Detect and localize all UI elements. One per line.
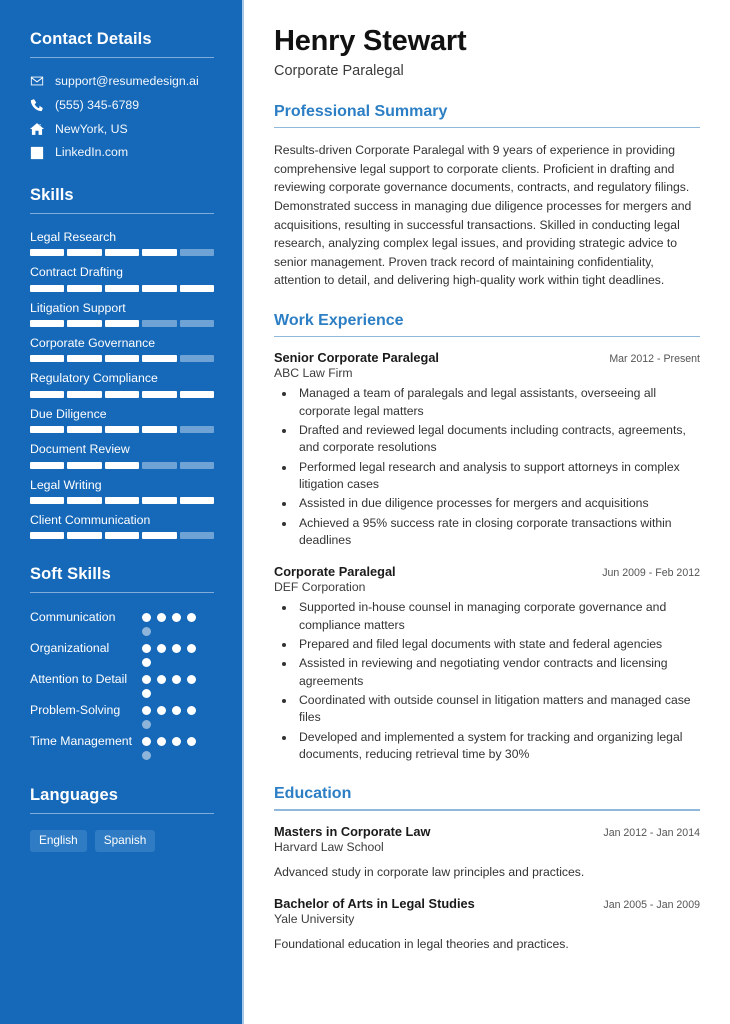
skill-bar-segment (142, 532, 176, 539)
job-bullet: • Developed and implemented a system for tracking and organizing legal documents, reducing retrieval time by 30% (296, 729, 700, 764)
rating-dot (157, 644, 166, 653)
work-experience-list (274, 350, 700, 763)
candidate-name: Henry Stewart (274, 25, 467, 57)
skill-bar-segment (30, 249, 64, 256)
rating-dot (142, 675, 151, 684)
skill-bar-segment (105, 391, 139, 398)
skill-name: Corporate Governance (30, 336, 156, 351)
skill-bar-segment (105, 532, 139, 539)
sidebar (0, 0, 244, 1024)
job-bullet: • Drafted and reviewed legal documents including contracts, agreements, and corporate resolutions (296, 422, 700, 457)
work-experience-entry (274, 564, 700, 763)
skill-bar-segment (67, 497, 101, 504)
job-bullet: • Managed a team of paralegals and legal assistants, overseeing all corporate legal matters (296, 385, 700, 420)
skill-bar-segment (30, 462, 64, 469)
rating-dot (142, 737, 151, 746)
linkedin-icon (30, 146, 44, 160)
languages-heading: Languages (30, 786, 119, 805)
skill-bar-segment (180, 532, 214, 539)
institution-name: Harvard Law School (274, 839, 384, 854)
skill-bar-segment (67, 285, 101, 292)
job-bullet: • Assisted in due diligence processes for mergers and acquisitions (296, 495, 700, 512)
phone-icon (30, 98, 44, 112)
contact-item[interactable] (30, 74, 214, 89)
education-description: Advanced study in corporate law principles and practices. (274, 864, 585, 879)
rating-dot (157, 613, 166, 622)
employer-name: ABC Law Firm (274, 366, 353, 381)
rating-dot (172, 675, 181, 684)
education-description: Foundational education in legal theories and practices. (274, 936, 569, 951)
education-entry (274, 824, 700, 881)
skill-item (30, 513, 214, 539)
rating-dot (187, 737, 196, 746)
job-date-range: Mar 2012 - Present (609, 353, 700, 366)
rating-dot (157, 706, 166, 715)
institution-name: Yale University (274, 911, 355, 926)
soft-skill-rating (142, 640, 206, 667)
skill-item (30, 407, 214, 433)
rating-dot (172, 706, 181, 715)
skill-bar-segment (67, 391, 101, 398)
skill-bar-segment (142, 497, 176, 504)
professional-summary-text: Results-driven Corporate Paralegal with 9 years of experience in providing comprehensive legal support to corporate clients. Proficient in drafting and reviewing corporate governance documents, contracts, and regulatory filings. Demonstrated success in managing due diligence processes for mergers and acquisitions, resulting in successful transactions. Skilled in conducting legal research, analyzing complex legal issues, and providing strategic advice to senior management. Proven track record of maintaining confidentiality, attention to detail, and delivering high-quality work within tight deadlines. (274, 143, 692, 288)
contact-details-section (30, 30, 214, 160)
rating-dot (187, 675, 196, 684)
skill-bar-segment (180, 462, 214, 469)
soft-skill-rating (142, 733, 206, 760)
home-icon (30, 122, 44, 136)
soft-skill-name: Organizational (30, 641, 110, 656)
skill-bar-segment (142, 426, 176, 433)
contact-list (30, 74, 214, 160)
professional-summary-heading: Professional Summary (274, 102, 448, 120)
rating-dot (172, 613, 181, 622)
skill-bar-segment (180, 497, 214, 504)
skill-bar-segment (105, 497, 139, 504)
skill-bar-segment (67, 462, 101, 469)
education-entry (274, 896, 700, 953)
language-tag[interactable]: Spanish (95, 830, 156, 852)
skill-bar-segment (180, 320, 214, 327)
entry-header (274, 824, 700, 839)
skill-bar-segment (105, 355, 139, 362)
skill-level-bar (30, 462, 214, 469)
job-bullet: • Assisted in reviewing and negotiating vendor contracts and licensing agreements (296, 655, 700, 690)
language-tag[interactable]: English (30, 830, 87, 852)
work-experience-section (274, 312, 700, 763)
skill-bar-segment (30, 355, 64, 362)
soft-skills-divider (30, 592, 214, 593)
job-title: Senior Corporate Paralegal (274, 350, 439, 366)
skills-divider (30, 213, 214, 214)
skill-item (30, 478, 214, 504)
contact-item-text: (555) 345-6789 (55, 97, 140, 112)
skill-bar-segment (105, 249, 139, 256)
skill-level-bar (30, 249, 214, 256)
soft-skill-item (30, 733, 214, 760)
contact-item-text: LinkedIn.com (55, 145, 129, 160)
soft-skill-rating (142, 671, 206, 698)
skill-bar-segment (105, 426, 139, 433)
skills-heading: Skills (30, 186, 74, 204)
skill-bar-segment (180, 285, 214, 292)
work-experience-heading: Work Experience (274, 311, 404, 329)
skill-bar-segment (30, 426, 64, 433)
skill-bar-segment (30, 285, 64, 292)
entry-header (274, 350, 700, 365)
rating-dot (172, 737, 181, 746)
rating-dot (157, 675, 166, 684)
rating-dot (187, 706, 196, 715)
soft-skill-name: Problem-Solving (30, 703, 121, 718)
entry-header (274, 896, 700, 911)
contact-item[interactable] (30, 98, 214, 113)
skills-list (30, 230, 214, 539)
soft-skill-name: Communication (30, 610, 116, 625)
skill-bar-segment (105, 462, 139, 469)
education-heading: Education (274, 785, 352, 803)
soft-skill-item (30, 640, 214, 667)
skill-name: Litigation Support (30, 300, 126, 315)
skill-level-bar (30, 355, 214, 362)
languages-section (30, 786, 214, 852)
contact-item[interactable] (30, 122, 214, 137)
work-experience-entry (274, 350, 700, 549)
skill-bar-segment (142, 249, 176, 256)
soft-skills-list (30, 609, 214, 760)
job-bullet: • Performed legal research and analysis to support attorneys in complex litigation cases (296, 459, 700, 494)
skill-bar-segment (67, 426, 101, 433)
skill-bar-segment (142, 355, 176, 362)
skill-bar-segment (105, 320, 139, 327)
rating-dot (142, 751, 151, 760)
contact-item[interactable] (30, 145, 214, 160)
education-date-range: Jan 2005 - Jan 2009 (603, 898, 700, 911)
job-bullet-list (274, 385, 700, 549)
skill-name: Regulatory Compliance (30, 371, 158, 386)
contact-details-heading: Contact Details (30, 30, 152, 48)
skills-section (30, 186, 214, 539)
professional-summary-section (274, 103, 700, 290)
job-title: Corporate Paralegal (274, 564, 396, 580)
skill-bar-segment (67, 532, 101, 539)
degree-title: Bachelor of Arts in Legal Studies (274, 895, 475, 911)
soft-skill-name: Time Management (30, 734, 133, 749)
skill-name: Legal Writing (30, 477, 102, 492)
skill-bar-segment (67, 355, 101, 362)
skill-bar-segment (30, 497, 64, 504)
skill-item (30, 442, 214, 468)
contact-details-divider (30, 57, 214, 58)
main-content (244, 0, 730, 1024)
skill-item (30, 265, 214, 291)
employer-name: DEF Corporation (274, 580, 366, 595)
education-list (274, 824, 700, 954)
skill-level-bar (30, 285, 214, 292)
skill-bar-segment (142, 285, 176, 292)
rating-dot (187, 613, 196, 622)
skill-name: Client Communication (30, 512, 151, 527)
skill-item (30, 301, 214, 327)
skill-name: Document Review (30, 442, 130, 457)
skill-item (30, 371, 214, 397)
rating-dot (172, 644, 181, 653)
skill-level-bar (30, 320, 214, 327)
skill-level-bar (30, 426, 214, 433)
rating-dot (142, 689, 151, 698)
soft-skill-name: Attention to Detail (30, 672, 128, 687)
skill-bar-segment (142, 320, 176, 327)
education-section (274, 785, 700, 953)
soft-skill-item (30, 671, 214, 698)
skill-bar-segment (180, 249, 214, 256)
skill-bar-segment (180, 391, 214, 398)
soft-skill-item (30, 609, 214, 636)
language-tag-list (30, 830, 214, 852)
skill-bar-segment (30, 391, 64, 398)
rating-dot (142, 658, 151, 667)
skill-bar-segment (30, 320, 64, 327)
skill-name: Legal Research (30, 230, 117, 244)
education-date-range: Jan 2012 - Jan 2014 (603, 826, 700, 839)
skill-bar-segment (105, 285, 139, 292)
skill-level-bar (30, 532, 214, 539)
rating-dot (187, 644, 196, 653)
rating-dot (142, 644, 151, 653)
skill-bar-segment (180, 355, 214, 362)
skill-bar-segment (30, 532, 64, 539)
skill-level-bar (30, 497, 214, 504)
skill-level-bar (30, 391, 214, 398)
skill-bar-segment (142, 391, 176, 398)
skill-bar-segment (67, 320, 101, 327)
job-bullet: • Coordinated with outside counsel in litigation matters and managed case files (296, 692, 700, 727)
skill-bar-segment (180, 426, 214, 433)
skill-bar-segment (67, 249, 101, 256)
skill-name: Contract Drafting (30, 265, 123, 280)
education-divider (274, 809, 700, 811)
rating-dot (142, 627, 151, 636)
skill-item (30, 230, 214, 256)
contact-item-text: NewYork, US (55, 121, 128, 136)
contact-item-text: support@resumedesign.ai (55, 74, 199, 88)
skill-name: Due Diligence (30, 406, 107, 421)
degree-title: Masters in Corporate Law (274, 823, 431, 839)
soft-skill-rating (142, 609, 206, 636)
rating-dot (157, 737, 166, 746)
soft-skill-rating (142, 702, 206, 729)
skill-item (30, 336, 214, 362)
rating-dot (142, 706, 151, 715)
envelope-icon (30, 74, 44, 88)
entry-header (274, 564, 700, 579)
skill-bar-segment (142, 462, 176, 469)
soft-skill-item (30, 702, 214, 729)
candidate-role: Corporate Paralegal (274, 62, 404, 79)
rating-dot (142, 613, 151, 622)
job-date-range: Jun 2009 - Feb 2012 (602, 567, 700, 580)
job-bullet: • Prepared and filed legal documents with state and federal agencies (296, 636, 700, 653)
job-bullet-list (274, 599, 700, 763)
job-bullet: • Supported in-house counsel in managing corporate governance and compliance matters (296, 599, 700, 634)
rating-dot (142, 720, 151, 729)
work-experience-divider (274, 336, 700, 338)
soft-skills-section (30, 565, 214, 760)
soft-skills-heading: Soft Skills (30, 565, 111, 584)
professional-summary-divider (274, 127, 700, 129)
languages-divider (30, 813, 214, 814)
job-bullet: • Achieved a 95% success rate in closing corporate transactions within deadlines (296, 515, 700, 550)
